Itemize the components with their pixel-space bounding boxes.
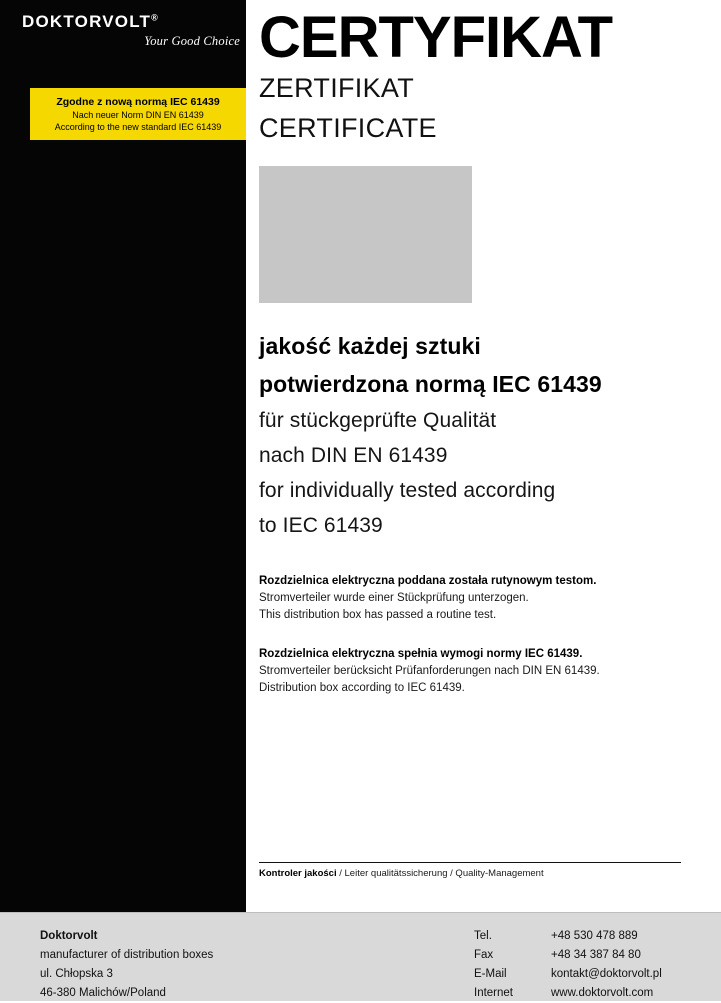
- footer-contacts: [474, 927, 662, 1003]
- footer-address-line-3: 46-380 Malichów/Poland: [40, 987, 166, 999]
- headline-line-6: to IEC 61439: [259, 514, 383, 537]
- footer-contact-label-internet: Internet: [474, 987, 513, 999]
- signature-caption: [259, 868, 681, 879]
- brand-name: [22, 12, 246, 32]
- product-photo-placeholder: [259, 166, 472, 303]
- footer-contact-row: [474, 984, 662, 1003]
- footer-contact-label-tel: Tel.: [474, 930, 492, 942]
- headline-block: [259, 327, 699, 543]
- headline-line-5: for individually tested according: [259, 479, 556, 502]
- standard-badge: [30, 88, 246, 140]
- footer-address-line-2: ul. Chłopska 3: [40, 968, 113, 980]
- footer-contact-value-fax: +48 34 387 84 80: [551, 949, 641, 961]
- statement-1-pl: Rozdzielnica elektryczna poddana została rutynowym testom.: [259, 575, 597, 587]
- left-black-panel: [0, 0, 246, 912]
- headline-line-3: für stückgeprüfte Qualität: [259, 409, 497, 432]
- statement-2-en: Distribution box according to IEC 61439.: [259, 682, 465, 694]
- statement-2-de: Stromverteiler berücksicht Prüfanforderungen nach DIN EN 61439.: [259, 665, 600, 677]
- signature-area: [259, 862, 681, 879]
- brand-name-text: DOKTORVOLT: [22, 12, 152, 31]
- footer-contact-value-tel: +48 530 478 889: [551, 930, 638, 942]
- standard-badge-line-pl: Zgodne z nową normą IEC 61439: [56, 96, 220, 108]
- signature-label-rest: / Leiter qualitätssicherung / Quality-Management: [336, 868, 544, 879]
- headline-line-1: jakość każdej sztuki: [259, 333, 481, 359]
- standard-badge-line-de: Nach neuer Norm DIN EN 61439: [72, 110, 204, 120]
- signature-rule: [259, 862, 681, 863]
- brand-slogan: Your Good Choice: [144, 34, 240, 48]
- statement-1-en: This distribution box has passed a routine test.: [259, 609, 497, 621]
- statement-2-pl: Rozdzielnica elektryczna spełnia wymogi normy IEC 61439.: [259, 648, 583, 660]
- footer-contact-value-internet[interactable]: www.doktorvolt.com: [551, 987, 654, 999]
- footer-contact-label-email: E-Mail: [474, 968, 507, 980]
- headline-line-2: potwierdzona normą IEC 61439: [259, 371, 602, 397]
- statement-block-2: [259, 646, 699, 697]
- page-title-german: ZERTIFIKAT: [259, 73, 415, 103]
- footer-address-line-1: manufacturer of distribution boxes: [40, 949, 214, 961]
- page-title: CERTYFIKAT: [259, 5, 613, 70]
- footer-contact-row: [474, 946, 662, 965]
- footer-address: [40, 927, 213, 1003]
- statement-block-1: [259, 573, 699, 624]
- certificate-content: [259, 0, 699, 697]
- footer: [0, 912, 721, 1001]
- footer-contact-value-email[interactable]: kontakt@doktorvolt.pl: [551, 968, 662, 980]
- footer-contact-row: [474, 965, 662, 984]
- signature-label-pl: Kontroler jakości: [259, 868, 337, 879]
- standard-badge-line-en: According to the new standard IEC 61439: [54, 122, 222, 132]
- registered-mark-icon: ®: [151, 12, 158, 23]
- footer-contact-label-fax: Fax: [474, 949, 494, 961]
- headline-line-4: nach DIN EN 61439: [259, 444, 448, 467]
- statement-1-de: Stromverteiler wurde einer Stückprüfung unterzogen.: [259, 592, 529, 604]
- footer-contact-row: [474, 927, 662, 946]
- brand-block: [22, 12, 246, 49]
- footer-company: Doktorvolt: [40, 930, 98, 942]
- page-title-english: CERTIFICATE: [259, 113, 437, 143]
